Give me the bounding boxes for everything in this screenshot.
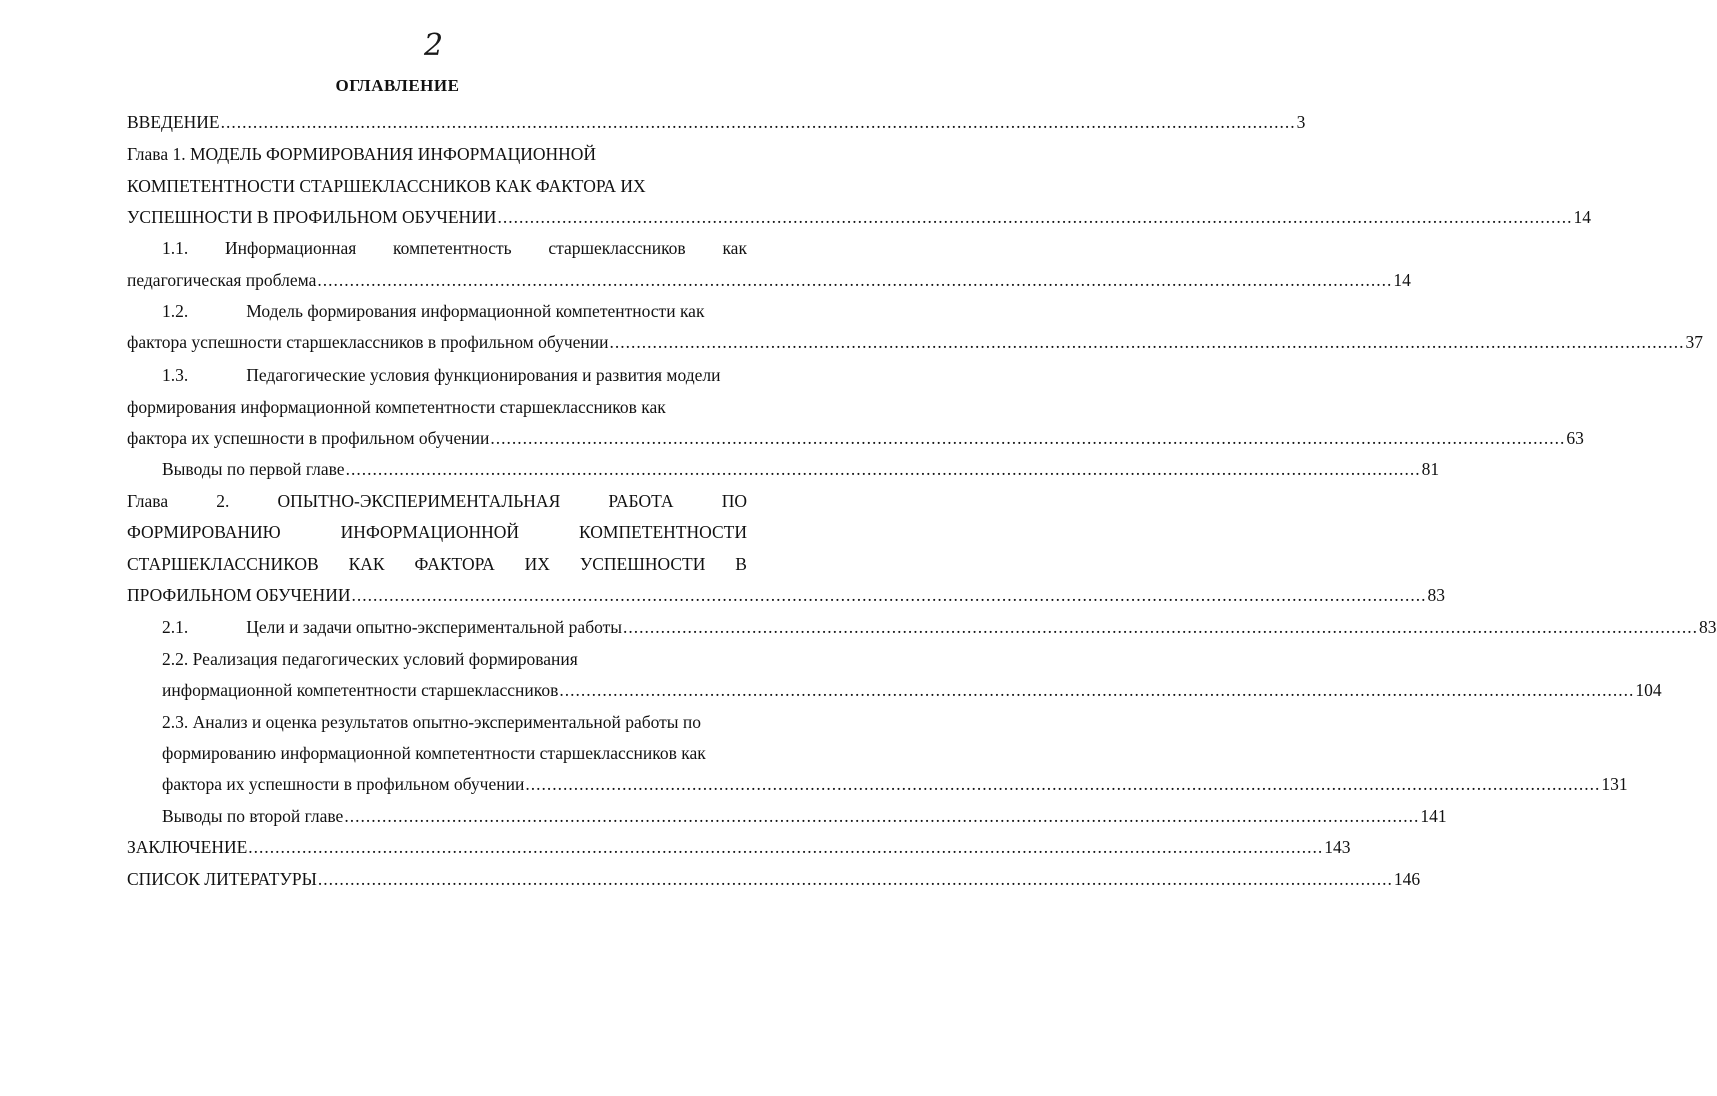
toc-entry-text: Выводы по второй главе [162,806,344,826]
leader-dots: ........................................................................................................................................................................................................ [317,270,1393,290]
toc-entry-text: фактора успешности старшеклассников в профильном обучении [127,332,609,352]
leader-dots: ........................................................................................................................................................................................................ [345,459,1421,479]
word: ИХ [524,554,550,574]
toc-entry-text: СПИСОК ЛИТЕРАТУРЫ [127,869,317,889]
toc-entry-text: Педагогические условия функционирования и развития модели [246,365,721,385]
toc-page-number: 83 [1699,617,1717,637]
toc-entry-text: фактора их успешности в профильном обучении [162,774,525,794]
section-title: Цели и задачи опытно-экспериментальной работы [246,617,623,637]
toc-section-1-1-line1[interactable] [162,236,747,260]
toc-entry-text: педагогическая проблема [127,270,317,290]
leader-dots: ........................................................................................................................................................................................................ [317,869,1393,889]
toc-chapter1-line3[interactable] [127,205,1591,229]
toc-chapter2-line3[interactable] [127,552,747,576]
handwritten-page-number: 2 [424,28,444,63]
leader-dots: ........................................................................................................................................................................................................ [248,837,1324,857]
toc-section-1-2-line1[interactable] [162,299,747,323]
toc-chapter2-line2[interactable] [127,520,747,544]
word: Глава [127,491,169,511]
toc-page-number: 14 [1573,207,1591,227]
word: КОМПЕТЕНТНОСТИ [579,522,747,542]
toc-section-1-3-line1[interactable] [162,363,747,387]
toc-section-2-2-line2[interactable] [162,678,1662,702]
word: старшеклассников [548,238,686,258]
toc-entry-text: фактора их успешности в профильном обучении [127,428,490,448]
word: как [722,238,747,258]
toc-entry-conclusion[interactable] [127,835,1351,859]
toc-page-number: 37 [1685,332,1703,352]
leader-dots: ........................................................................................................................................................................................................ [525,774,1601,794]
toc-entry-text: УСПЕШНОСТИ В ПРОФИЛЬНОМ ОБУЧЕНИИ [127,207,497,227]
leader-dots: ........................................................................................................................................................................................................ [609,332,1685,352]
word: ФОРМИРОВАНИЮ [127,522,281,542]
toc-section-2-3-line2[interactable]: формированию информационной компетентности старшеклассников как [162,743,706,763]
section-number: 1.1. [162,238,189,258]
toc-page-number: 146 [1393,869,1421,889]
toc-section-1-3-line3[interactable] [127,426,1584,450]
toc-page-number: 14 [1393,270,1411,290]
section-number: 1.2. [162,301,189,321]
toc-section-1-1-line2[interactable] [127,268,1411,292]
word: компетентность [393,238,512,258]
toc-section-2-2-line1[interactable]: 2.2. Реализация педагогических условий формирования [162,649,578,669]
word: ИНФОРМАЦИОННОЙ [340,522,520,542]
toc-chapter2-line4[interactable] [127,583,1445,607]
leader-dots: ........................................................................................................................................................................................................ [220,112,1296,132]
word: Информационная [224,238,357,258]
leader-dots: ........................................................................................................................................................................................................ [490,428,1566,448]
word: ПО [721,491,747,511]
toc-page-number: 81 [1421,459,1440,479]
word: РАБОТА [608,491,674,511]
toc-entry-references[interactable] [127,867,1421,891]
word: ОПЫТНО-ЭКСПЕРИМЕНТАЛЬНАЯ [277,491,561,511]
section-number: 1.3. [162,365,189,385]
toc-section-2-1[interactable] [162,615,1717,639]
toc-entry-text: ЗАКЛЮЧЕНИЕ [127,837,248,857]
word: УСПЕШНОСТИ [579,554,706,574]
word: В [735,554,747,574]
leader-dots: ........................................................................................................................................................................................................ [344,806,1420,826]
toc-page-number: 63 [1566,428,1584,448]
toc-entry-text: Выводы по первой главе [162,459,345,479]
leader-dots: ........................................................................................................................................................................................................ [559,680,1635,700]
toc-chapter2-line1[interactable] [127,489,747,513]
leader-dots: ........................................................................................................................................................................................................ [351,585,1427,605]
leader-dots: ........................................................................................................................................................................................................ [623,617,1699,637]
toc-conclusions-chapter2[interactable] [162,804,1447,828]
section-number: 2.1. [162,617,189,637]
leader-dots: ........................................................................................................................................................................................................ [497,207,1573,227]
toc-section-1-3-line2[interactable]: формирования информационной компетентности старшеклассников как [127,397,666,417]
toc-page-number: 83 [1427,585,1445,605]
word: 2. [216,491,230,511]
toc-chapter1-line1[interactable]: Глава 1. МОДЕЛЬ ФОРМИРОВАНИЯ ИНФОРМАЦИОННОЙ [127,144,597,164]
toc-page-number: 143 [1324,837,1351,857]
toc-page-number: 131 [1601,774,1628,794]
toc-entry-text: ВВЕДЕНИЕ [127,112,220,132]
toc-page-number: 3 [1296,112,1306,132]
toc-entry-text [162,615,622,639]
toc-chapter1-line2[interactable]: КОМПЕТЕНТНОСТИ СТАРШЕКЛАССНИКОВ КАК ФАКТОРА ИХ [127,176,646,196]
toc-section-2-3-line1[interactable]: 2.3. Анализ и оценка результатов опытно-экспериментальной работы по [162,712,702,732]
word: ФАКТОРА [414,554,495,574]
toc-section-2-3-line3[interactable] [162,772,1628,796]
toc-entry-text: ПРОФИЛЬНОМ ОБУЧЕНИИ [127,585,351,605]
toc-page-number: 141 [1420,806,1447,826]
toc-entry-text: Модель формирования информационной компетентности как [246,301,705,321]
toc-entry-text: информационной компетентности старшеклассников [162,680,559,700]
word: СТАРШЕКЛАССНИКОВ [127,554,319,574]
word: КАК [348,554,385,574]
page-title: ОГЛАВЛЕНИЕ [335,76,460,95]
toc-conclusions-chapter1[interactable] [162,457,1440,481]
toc-section-1-2-line2[interactable] [127,330,1703,354]
toc-page-number: 104 [1635,680,1662,700]
toc-entry-intro[interactable] [127,110,1306,134]
